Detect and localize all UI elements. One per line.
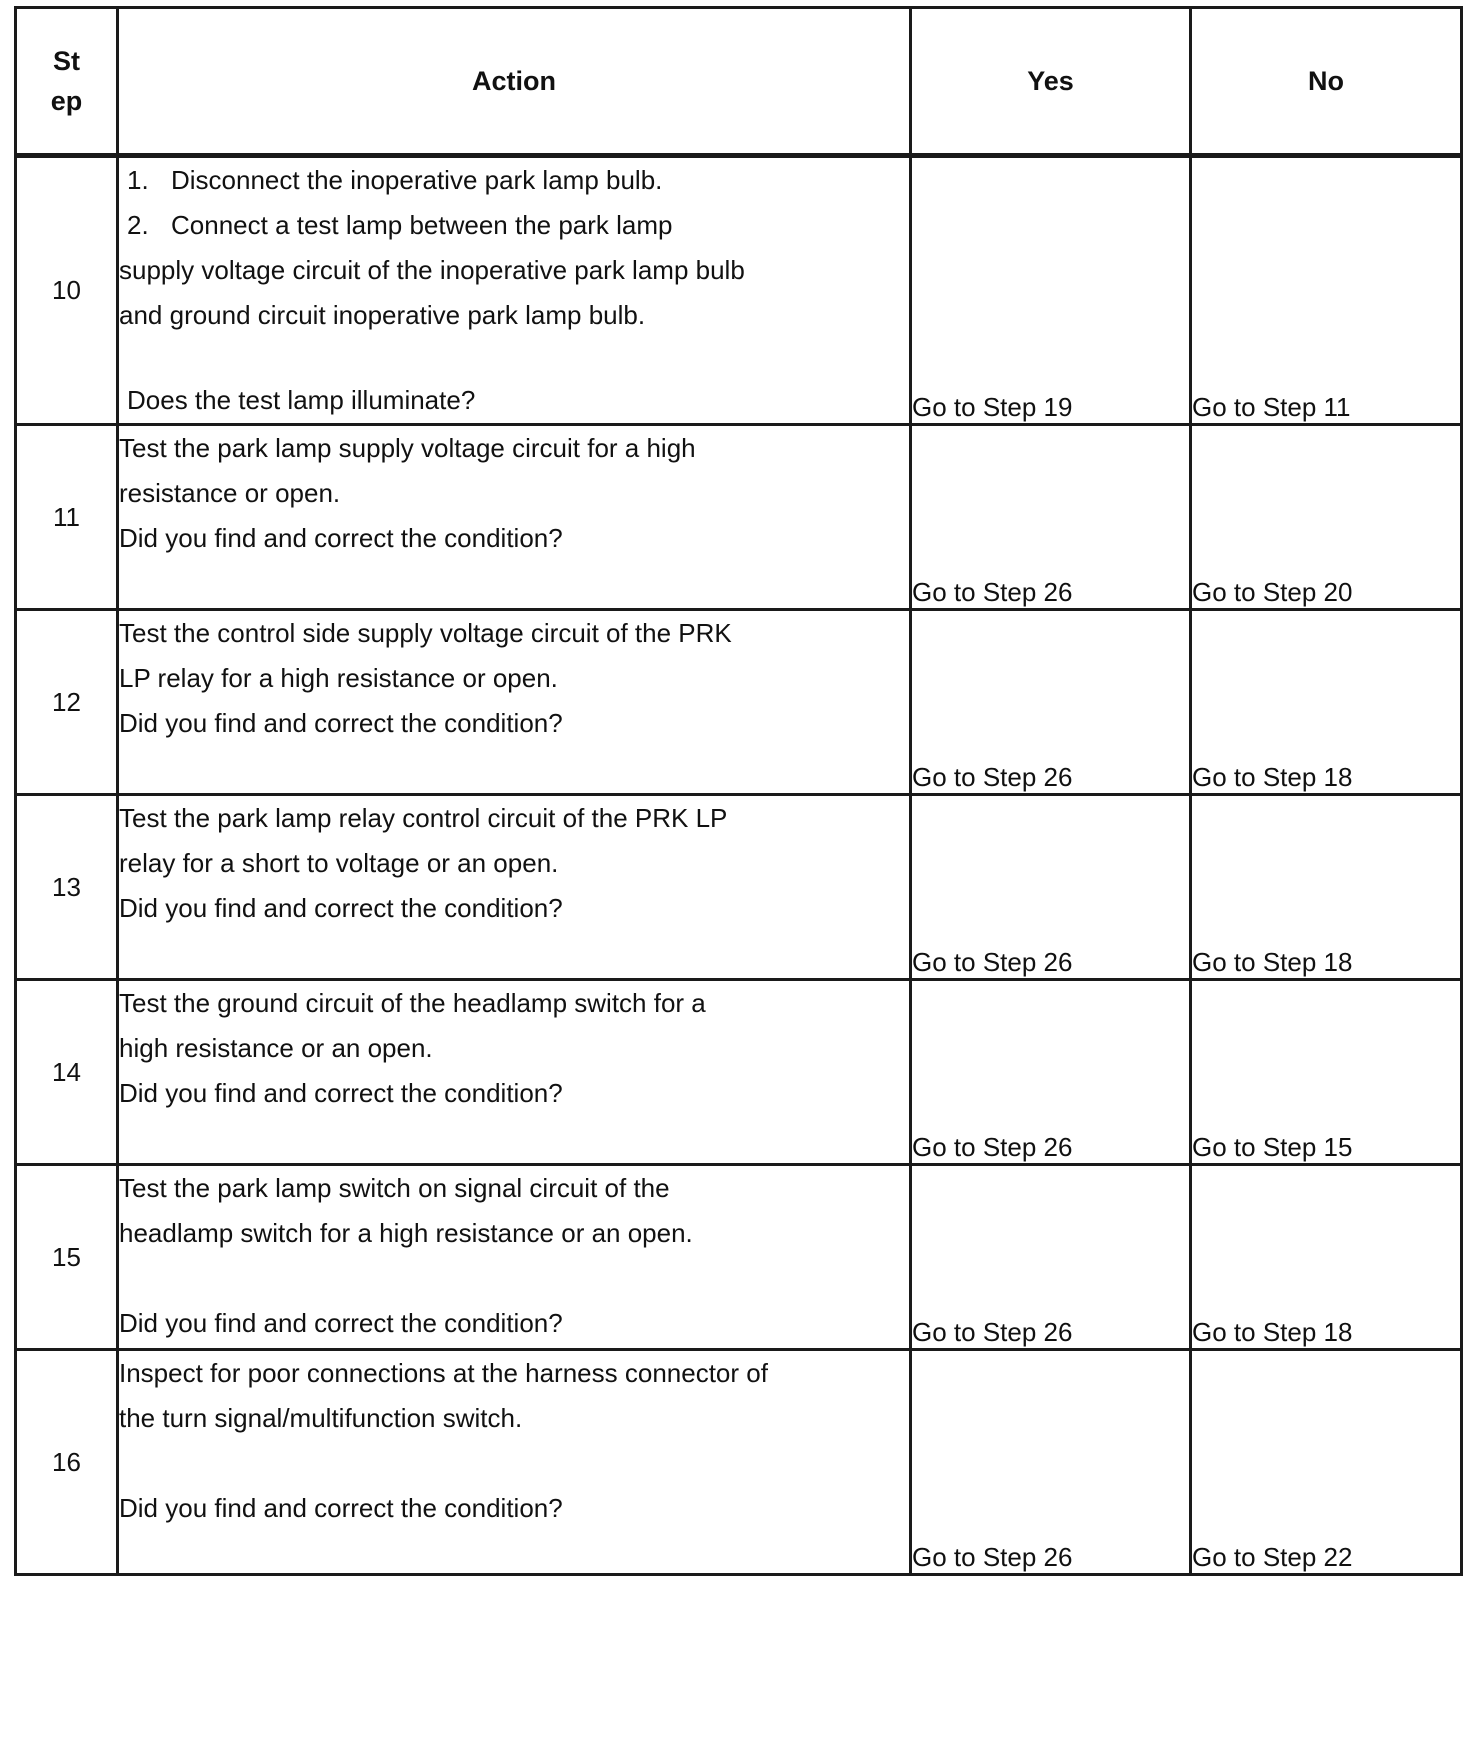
header-yes: Yes xyxy=(911,8,1191,156)
yes-result: Go to Step 26 xyxy=(911,1165,1191,1350)
action-question: Did you find and correct the condition? xyxy=(119,1493,563,1523)
header-step: Step xyxy=(16,8,118,156)
action-question: Did you find and correct the condition? xyxy=(119,1308,563,1338)
table-row xyxy=(16,1165,1462,1350)
action-text-line: and ground circuit inoperative park lamp bulb. xyxy=(119,300,646,330)
action-question: Does the test lamp illuminate? xyxy=(127,385,476,415)
action-cell xyxy=(118,980,911,1165)
header-no: No xyxy=(1191,8,1462,156)
no-result: Go to Step 18 xyxy=(1191,795,1462,980)
action-text-line: Test the park lamp switch on signal circuit of the xyxy=(119,1173,670,1203)
action-question: Did you find and correct the condition? xyxy=(119,708,563,738)
action-text-line: LP relay for a high resistance or open. xyxy=(119,663,558,693)
yes-result: Go to Step 26 xyxy=(911,610,1191,795)
no-result: Go to Step 20 xyxy=(1191,425,1462,610)
action-text-line: relay for a short to voltage or an open. xyxy=(119,848,559,878)
step-number: 11 xyxy=(16,425,118,610)
action-cell xyxy=(118,1350,911,1575)
diagnostic-steps-table xyxy=(14,6,1463,1576)
action-text-line: supply voltage circuit of the inoperative park lamp bulb xyxy=(119,255,745,285)
yes-result: Go to Step 26 xyxy=(911,425,1191,610)
table-row xyxy=(16,1350,1462,1575)
diagnostic-table-page xyxy=(14,6,1460,1746)
no-result: Go to Step 18 xyxy=(1191,1165,1462,1350)
action-question: Did you find and correct the condition? xyxy=(119,1078,563,1108)
action-text-line: Test the ground circuit of the headlamp switch for a xyxy=(119,988,706,1018)
action-text-line: resistance or open. xyxy=(119,478,341,508)
table-row xyxy=(16,610,1462,795)
table-row xyxy=(16,156,1462,425)
step-number: 14 xyxy=(16,980,118,1165)
yes-result: Go to Step 26 xyxy=(911,795,1191,980)
step-number: 15 xyxy=(16,1165,118,1350)
action-text-line: high resistance or an open. xyxy=(119,1033,433,1063)
yes-result: Go to Step 26 xyxy=(911,980,1191,1165)
header-action: Action xyxy=(118,8,911,156)
step-number: 16 xyxy=(16,1350,118,1575)
action-text-line: Test the park lamp supply voltage circuit for a high xyxy=(119,433,696,463)
table-row xyxy=(16,795,1462,980)
action-text-line: headlamp switch for a high resistance or an open. xyxy=(119,1218,693,1248)
action-cell xyxy=(118,610,911,795)
yes-result: Go to Step 19 xyxy=(911,156,1191,425)
step-number: 10 xyxy=(16,156,118,425)
no-result: Go to Step 22 xyxy=(1191,1350,1462,1575)
table-row xyxy=(16,980,1462,1165)
step-number: 12 xyxy=(16,610,118,795)
action-question: Did you find and correct the condition? xyxy=(119,523,563,553)
action-cell xyxy=(118,1165,911,1350)
table-row xyxy=(16,425,1462,610)
action-text-line: Inspect for poor connections at the harness connector of xyxy=(119,1358,768,1388)
action-text-line: Test the park lamp relay control circuit of the PRK LP xyxy=(119,803,728,833)
action-text-line: the turn signal/multifunction switch. xyxy=(119,1403,523,1433)
step-number: 13 xyxy=(16,795,118,980)
action-text-line: Test the control side supply voltage circuit of the PRK xyxy=(119,618,732,648)
action-list-item: 1. Disconnect the inoperative park lamp bulb. xyxy=(127,165,663,195)
no-result: Go to Step 15 xyxy=(1191,980,1462,1165)
action-list-item: 2. Connect a test lamp between the park lamp xyxy=(127,210,673,240)
no-result: Go to Step 11 xyxy=(1191,156,1462,425)
action-cell xyxy=(118,795,911,980)
no-result: Go to Step 18 xyxy=(1191,610,1462,795)
action-cell xyxy=(118,156,911,425)
action-question: Did you find and correct the condition? xyxy=(119,893,563,923)
action-cell xyxy=(118,425,911,610)
table-header-row xyxy=(16,8,1462,156)
yes-result: Go to Step 26 xyxy=(911,1350,1191,1575)
